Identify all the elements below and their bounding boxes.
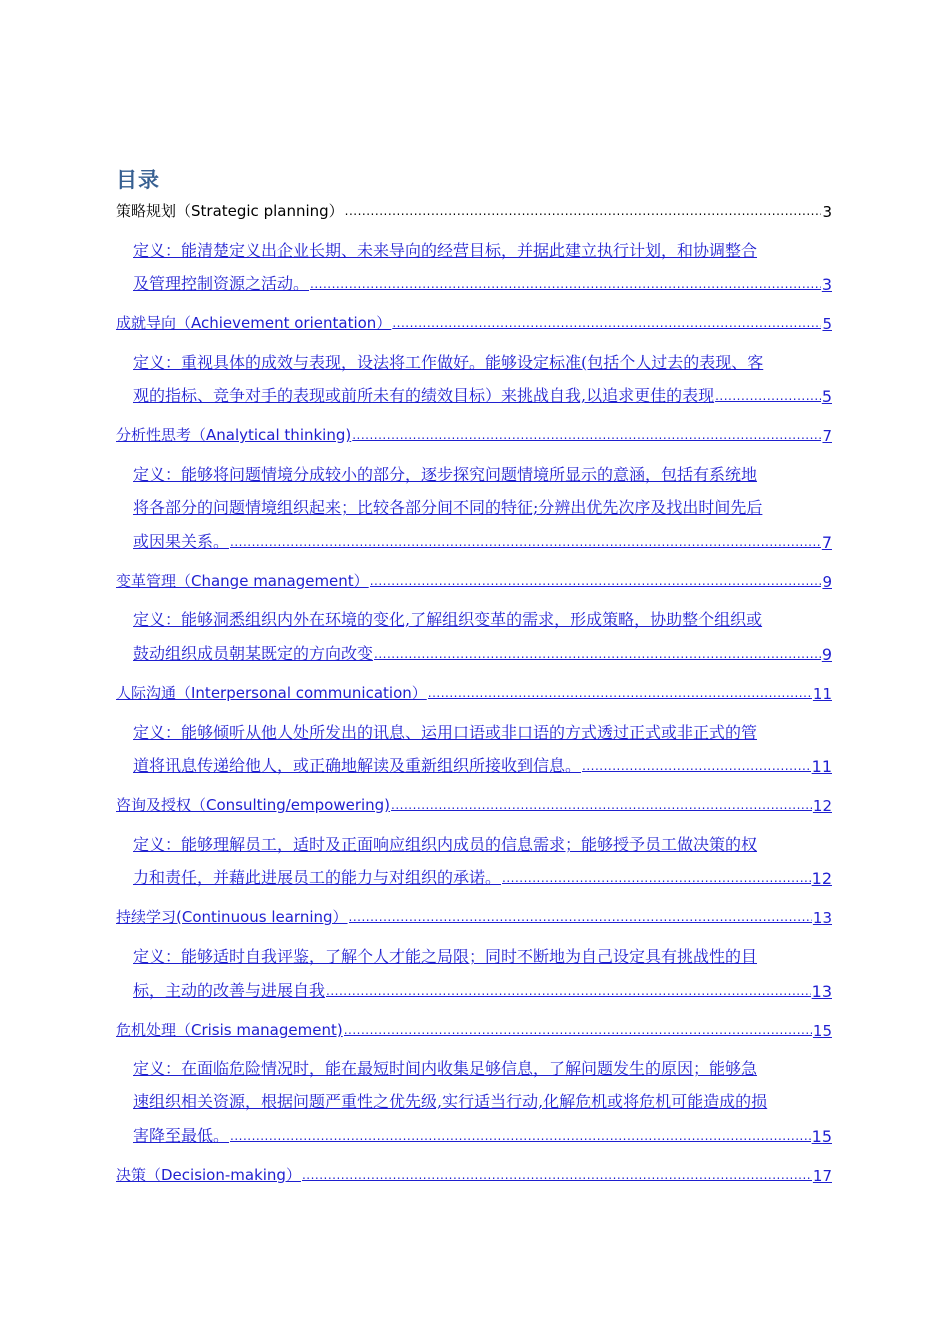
toc-entry-title: 人际沟通（Interpersonal communication） — [116, 684, 427, 702]
toc-subentry-definition[interactable] — [133, 977, 832, 1001]
toc-page-number: 13 — [812, 909, 832, 927]
toc-page-number: 15 — [811, 1127, 832, 1146]
toc-leader-dots — [302, 1167, 812, 1183]
toc-leader-dots — [582, 758, 811, 774]
toc-entry-title: 力和责任，并藉此进展员工的能力与对组织的承诺。 — [133, 868, 502, 887]
toc-entry-title: 标，主动的改善与进展自我 — [133, 981, 326, 1000]
toc-entry-achievement-orientation[interactable] — [116, 311, 832, 333]
toc-entry-decision-making[interactable] — [116, 1163, 832, 1185]
toc-entry-title: 观的指标、竞争对手的表现或前所未有的绩效目标）来挑战自我,以追求更佳的表现 — [133, 386, 715, 405]
toc-entry-title: 道将讯息传递给他人，或正确地解读及重新组织所接收到信息。 — [133, 756, 582, 775]
toc-leader-dots — [715, 388, 821, 404]
toc-page-number: 3 — [822, 203, 832, 221]
toc-page-number: 9 — [821, 645, 832, 664]
toc-page-number: 7 — [822, 427, 832, 445]
toc-leader-dots — [352, 427, 821, 443]
toc-subentry-definition-line[interactable]: 定义：能清楚定义出企业长期、未来导向的经营目标，并据此建立执行计划，和协调整合 — [133, 241, 758, 260]
toc-subentry-definition-line[interactable]: 速组织相关资源，根据问题严重性之优先级,实行适当行动,化解危机或将危机可能造成的损 — [133, 1092, 768, 1111]
toc-subentry-definition-line[interactable]: 将各部分的问题情境组织起来；比较各部分间不同的特征;分辨出优先次序及找出时间先后 — [133, 498, 763, 517]
toc-page-number: 13 — [811, 982, 832, 1001]
toc-subentry-definition-line[interactable]: 定义：能够洞悉组织内外在环境的变化,了解组织变革的需求，形成策略，协助整个组织或 — [133, 610, 763, 629]
toc-page-number: 11 — [812, 685, 832, 703]
toc-leader-dots — [502, 870, 811, 886]
toc-entry-title: 分析性思考（Analytical thinking) — [116, 426, 352, 444]
toc-entry-title: 策略规划（Strategic planning） — [116, 202, 344, 220]
toc-subentry-definition[interactable] — [133, 752, 832, 776]
toc-subentry-definition-line[interactable]: 定义：在面临危险情况时，能在最短时间内收集足够信息，了解问题发生的原因；能够急 — [133, 1059, 758, 1078]
toc-entry-title: 鼓动组织成员朝某既定的方向改变 — [133, 644, 374, 663]
toc-leader-dots — [392, 315, 821, 331]
toc-entry-title: 决策（Decision-making） — [116, 1166, 301, 1184]
toc-entry-title: 持续学习(Continuous learning） — [116, 908, 348, 926]
toc-entry-title: 变革管理（Change management） — [116, 572, 369, 590]
toc-leader-dots — [391, 797, 812, 813]
toc-entry-title: 及管理控制资源之活动。 — [133, 274, 310, 293]
toc-page-number: 12 — [811, 869, 832, 888]
toc-leader-dots — [345, 203, 822, 219]
toc-leader-dots — [230, 534, 821, 550]
toc-page-number: 5 — [821, 387, 832, 406]
toc-page-number: 9 — [822, 573, 832, 591]
toc-page-number: 3 — [821, 275, 832, 294]
toc-heading: 目录 — [116, 167, 160, 192]
toc-entry-change-management[interactable] — [116, 569, 832, 591]
toc-page-number: 17 — [812, 1167, 832, 1185]
toc-leader-dots — [344, 1022, 812, 1038]
toc-page-number: 5 — [822, 315, 832, 333]
toc-leader-dots — [230, 1128, 811, 1144]
toc-entry-crisis-management[interactable] — [116, 1018, 832, 1040]
toc-subentry-definition-line[interactable]: 定义：能够理解员工，适时及正面响应组织内成员的信息需求；能够授予员工做决策的权 — [133, 835, 758, 854]
toc-subentry-definition[interactable] — [133, 382, 832, 406]
toc-page-number: 11 — [811, 757, 832, 776]
toc-subentry-definition[interactable] — [133, 270, 832, 294]
toc-entry-interpersonal-communication[interactable] — [116, 681, 832, 703]
toc-subentry-definition[interactable] — [133, 528, 832, 552]
toc-page-number: 12 — [812, 797, 832, 815]
toc-entry-continuous-learning[interactable] — [116, 905, 832, 927]
toc-subentry-definition-line[interactable]: 定义：重视具体的成效与表现，设法将工作做好。能够设定标准(包括个人过去的表现、客 — [133, 353, 764, 372]
toc-leader-dots — [428, 685, 812, 701]
toc-entry-strategic-planning[interactable] — [116, 199, 832, 221]
toc-leader-dots — [310, 276, 821, 292]
toc-subentry-definition-line[interactable]: 定义：能够将问题情境分成较小的部分，逐步探究问题情境所显示的意涵，包括有系统地 — [133, 465, 758, 484]
toc-page-number: 15 — [812, 1022, 832, 1040]
toc-subentry-definition-line[interactable]: 定义：能够适时自我评鉴，了解个人才能之局限；同时不断地为自己设定具有挑战性的目 — [133, 947, 758, 966]
toc-subentry-definition[interactable] — [133, 1122, 832, 1146]
toc-entry-title: 咨询及授权（Consulting/empowering) — [116, 796, 391, 814]
toc-entry-title: 危机处理（Crisis management) — [116, 1021, 343, 1039]
toc-subentry-definition[interactable] — [133, 640, 832, 664]
toc-page-number: 7 — [821, 533, 832, 552]
toc-subentry-definition[interactable] — [133, 864, 832, 888]
toc-entry-consulting-empowering[interactable] — [116, 793, 832, 815]
toc-leader-dots — [374, 646, 821, 662]
toc-entry-analytical-thinking[interactable] — [116, 423, 832, 445]
toc-subentry-definition-line[interactable]: 定义：能够倾听从他人处所发出的讯息、运用口语或非口语的方式透过正式或非正式的管 — [133, 723, 758, 742]
toc-entry-title: 或因果关系。 — [133, 532, 230, 551]
toc-leader-dots — [326, 983, 811, 999]
toc-leader-dots — [370, 573, 822, 589]
toc-entry-title: 害降至最低。 — [133, 1126, 230, 1145]
toc-leader-dots — [349, 909, 812, 925]
toc-entry-title: 成就导向（Achievement orientation） — [116, 314, 392, 332]
